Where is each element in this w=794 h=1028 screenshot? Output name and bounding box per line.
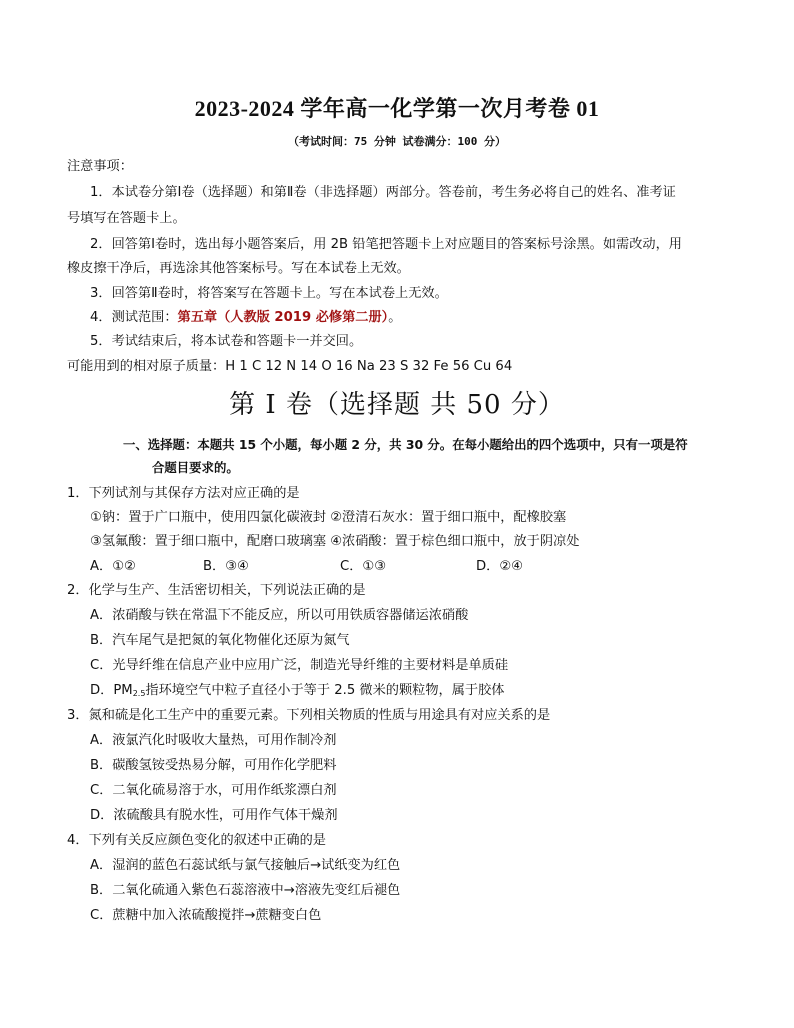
note-2-line1: 2．回答第Ⅰ卷时，选出每小题答案后，用 2B 铅笔把答题卡上对应题目的答案标号涂黑。如需改动，用: [90, 237, 682, 252]
question-1-stem: 1．下列试剂与其保存方法对应正确的是: [67, 486, 300, 501]
page-title: 2023-2024 学年高一化学第一次月考卷 01: [194, 96, 600, 121]
atomic-masses: 可能用到的相对原子质量：H 1 C 12 N 14 O 16 Na 23 S 32 Fe 56 Cu 64: [67, 359, 513, 374]
question-2-option-d-subscript: 2.5: [132, 689, 146, 698]
question-1-line2: ③氢氟酸：置于细口瓶中，配磨口玻璃塞 ④浓硝酸：置于棕色细口瓶中，放于阴凉处: [90, 534, 580, 549]
question-2-option-d-text: 指环境空气中粒子直径小于等于 2.5 微米的颗粒物，属于胶体: [145, 683, 505, 698]
section-instruction-line2: 合题目要求的。: [152, 460, 239, 475]
note-1-line2: 号填写在答题卡上。: [67, 211, 186, 226]
note-2-line2: 橡皮擦干净后，再选涂其他答案标号。写在本试卷上无效。: [67, 261, 410, 276]
note-5: 5．考试结束后，将本试卷和答题卡一并交回。: [90, 334, 363, 349]
question-1-choice-d: D．②④: [476, 559, 523, 574]
question-2-option-d-prefix: D．PM: [90, 683, 133, 698]
question-3-option-a: A．液氯汽化时吸收大量热，可用作制冷剂: [90, 733, 337, 748]
notes-heading: 注意事项：: [67, 159, 133, 174]
question-2-option-c: C．光导纤维在信息产业中应用广泛，制造光导纤维的主要材料是单质硅: [90, 658, 509, 673]
question-1-choice-a: A．①②: [90, 559, 136, 574]
question-2-option-d: [90, 682, 504, 703]
note-3: 3．回答第Ⅱ卷时，将答案写在答题卡上。写在本试卷上无效。: [90, 286, 448, 301]
note-1-line1: 1．本试卷分第Ⅰ卷（选择题）和第Ⅱ卷（非选择题）两部分。答卷前，考生务必将自己的姓名、准考证: [90, 185, 676, 200]
question-3-option-d: D．浓硫酸具有脱水性，可用作气体干燥剂: [90, 808, 338, 823]
question-4-option-b: B．二氧化硫通入紫色石蕊溶液中→溶液先变红后褪色: [90, 883, 401, 898]
question-2-option-b: B．汽车尾气是把氮的氧化物催化还原为氮气: [90, 633, 350, 648]
question-3-option-c: C．二氧化硫易溶于水，可用作纸浆漂白剂: [90, 783, 337, 798]
section-title: 第 I 卷（选择题 共 50 分）: [229, 390, 565, 420]
section-instruction-line1: 一、选择题：本题共 15 个小题，每小题 2 分，共 30 分。在每小题给出的四个选项中，只有一项是符: [123, 437, 688, 452]
exam-time-info: （考试时间：75 分钟 试卷满分：100 分）: [288, 135, 506, 148]
question-4-option-a: A．湿润的蓝色石蕊试纸与氯气接触后→试纸变为红色: [90, 858, 401, 873]
question-2-option-a: A．浓硝酸与铁在常温下不能反应，所以可用铁质容器储运浓硝酸: [90, 608, 469, 623]
question-4-stem: 4．下列有关反应颜色变化的叙述中正确的是: [67, 833, 326, 848]
question-1-choice-c: C．①③: [340, 559, 387, 574]
question-3-option-b: B．碳酸氢铵受热易分解，可用作化学肥料: [90, 758, 337, 773]
question-2-stem: 2．化学与生产、生活密切相关，下列说法正确的是: [67, 583, 366, 598]
note-4-label: 4．测试范围：: [90, 310, 178, 325]
test-scope: 第五章（人教版 2019 必修第二册）: [177, 310, 389, 325]
question-4-option-c: C．蔗糖中加入浓硫酸搅拌→蔗糖变白色: [90, 908, 322, 923]
note-4-tail: 。: [388, 310, 402, 325]
question-3-stem: 3．氮和硫是化工生产中的重要元素。下列相关物质的性质与用途具有对应关系的是: [67, 708, 551, 723]
question-1-line1: ①钠：置于广口瓶中，使用四氯化碳液封 ②澄清石灰水：置于细口瓶中，配橡胶塞: [90, 510, 567, 525]
question-1-choice-b: B．③④: [203, 559, 249, 574]
note-4: [90, 309, 401, 327]
